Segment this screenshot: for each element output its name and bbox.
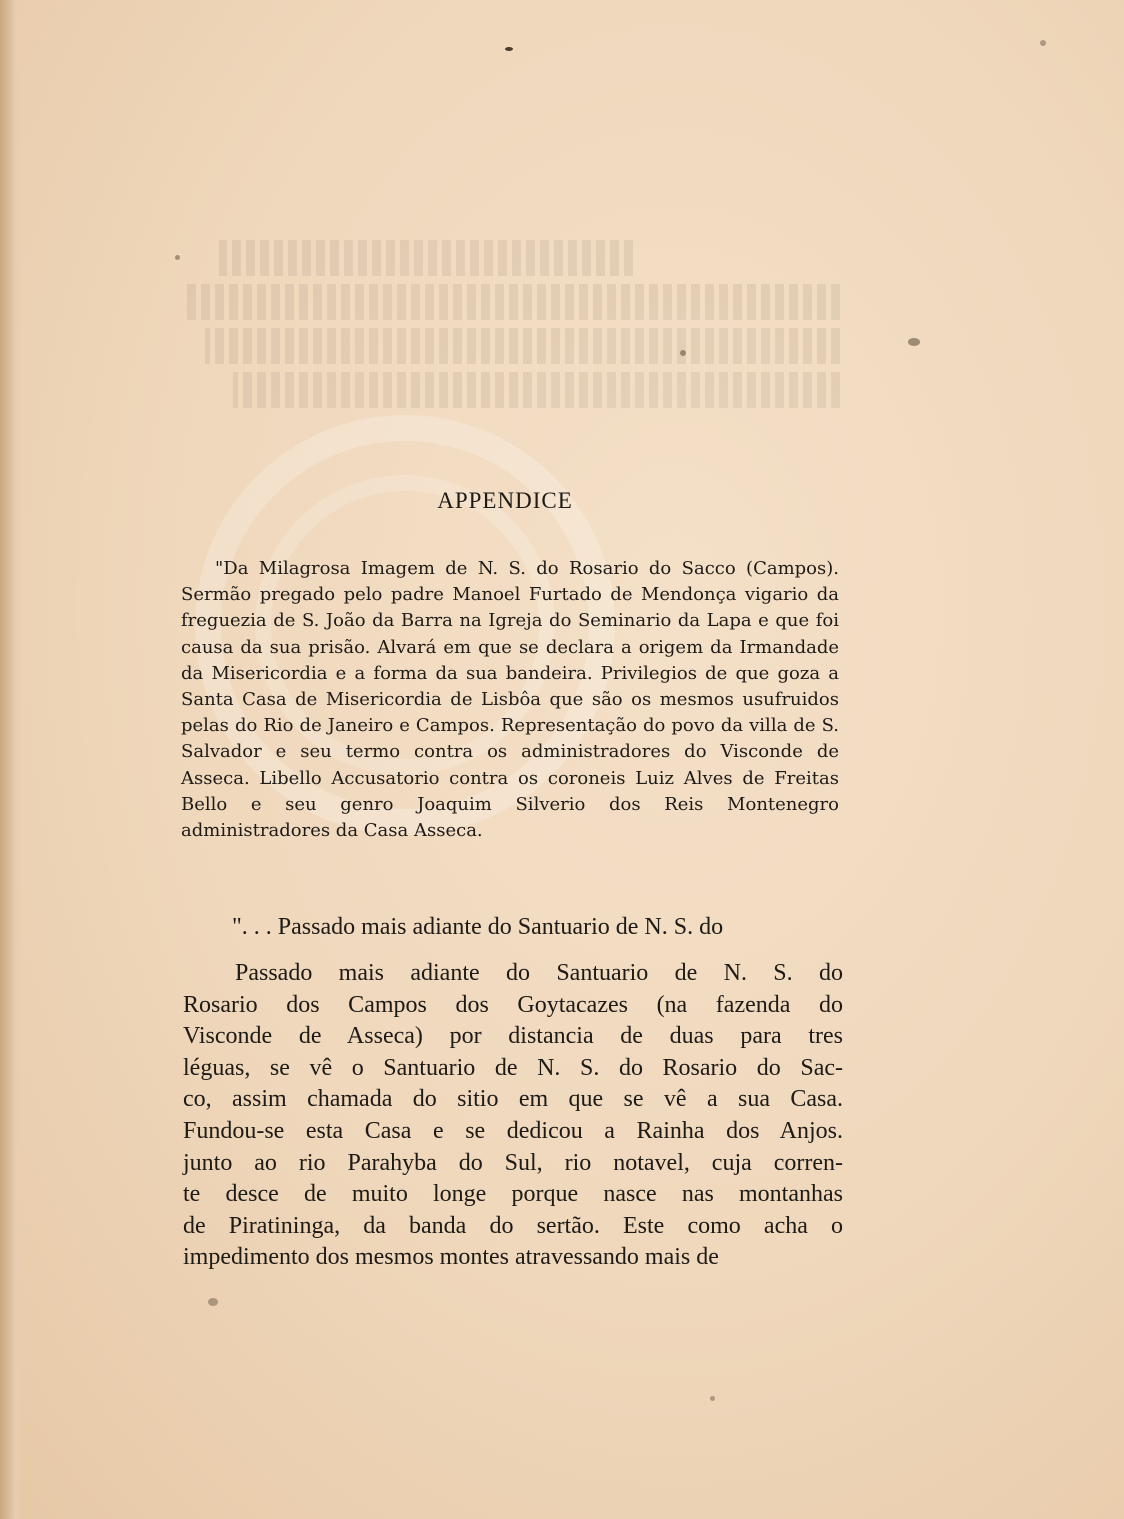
paper-speck [908,338,920,346]
body-line: Visconde de Asseca) por distancia de duas para tres [183,1023,843,1050]
paper-speck [175,255,180,260]
body-line: léguas, se vê o Santuario de N. S. do Rosario do Sac- [183,1054,843,1081]
paper-speck [208,1298,218,1306]
section-heading: APPENDICE [437,488,573,513]
body-line: de Piratininga, da banda do sertão. Este como acha o [183,1212,843,1239]
quote-lead-line: ". . . Passado mais adiante do Santuario de N. S. do [232,914,724,940]
body-line: co, assim chamada do sitio em que se vê a sua Casa. [183,1086,843,1113]
paper-speck [505,47,513,51]
body-line: Rosario dos Campos dos Goytacazes (na fazenda do [183,991,843,1018]
body-paragraph [183,958,843,1274]
page-edge-shadow [0,0,22,1519]
paper-speck [1040,40,1046,46]
body-line: junto ao rio Parahyba do Sul, rio notavel, cuja corren- [183,1149,843,1176]
summary-text: "Da Milagrosa Imagem de N. S. do Rosario do Sacco (Campos). Sermão pregado pelo padre Manoel Furtado de Mendonça vigario da freguezia de S. João da Barra na Igreja do Seminario da Lapa e que foi causa da sua prisão. Alvará em que se declara a origem da Irmandade da Misericordia e a forma da sua bandeira. Privilegios de que goza a Santa Casa de Misericordia de Lisbôa que são os mesmos usufruidos pelas do Rio de Janeiro e Campos. Representação do povo da villa de S. Salvador e seu termo contra os administradores do Visconde de Asseca. Libello Accusatorio contra os coroneis Luiz Alves de Freitas Bello e seu genro Joaquim Silverio dos Reis Montenegro administradores da Casa Asseca. [181,558,839,842]
body-line: Passado mais adiante do Santuario de N. S. do [235,960,843,986]
body-line: te desce de muito longe porque nasce nas montanhas [183,1181,843,1208]
body-line: impedimento dos mesmos montes atravessando mais de [183,1244,719,1271]
paper-speck [680,350,686,356]
appendix-summary [181,556,839,844]
body-line: Fundou-se esta Casa e se dedicou a Rainha dos Anjos. [183,1117,843,1144]
paper-speck [710,1396,715,1401]
